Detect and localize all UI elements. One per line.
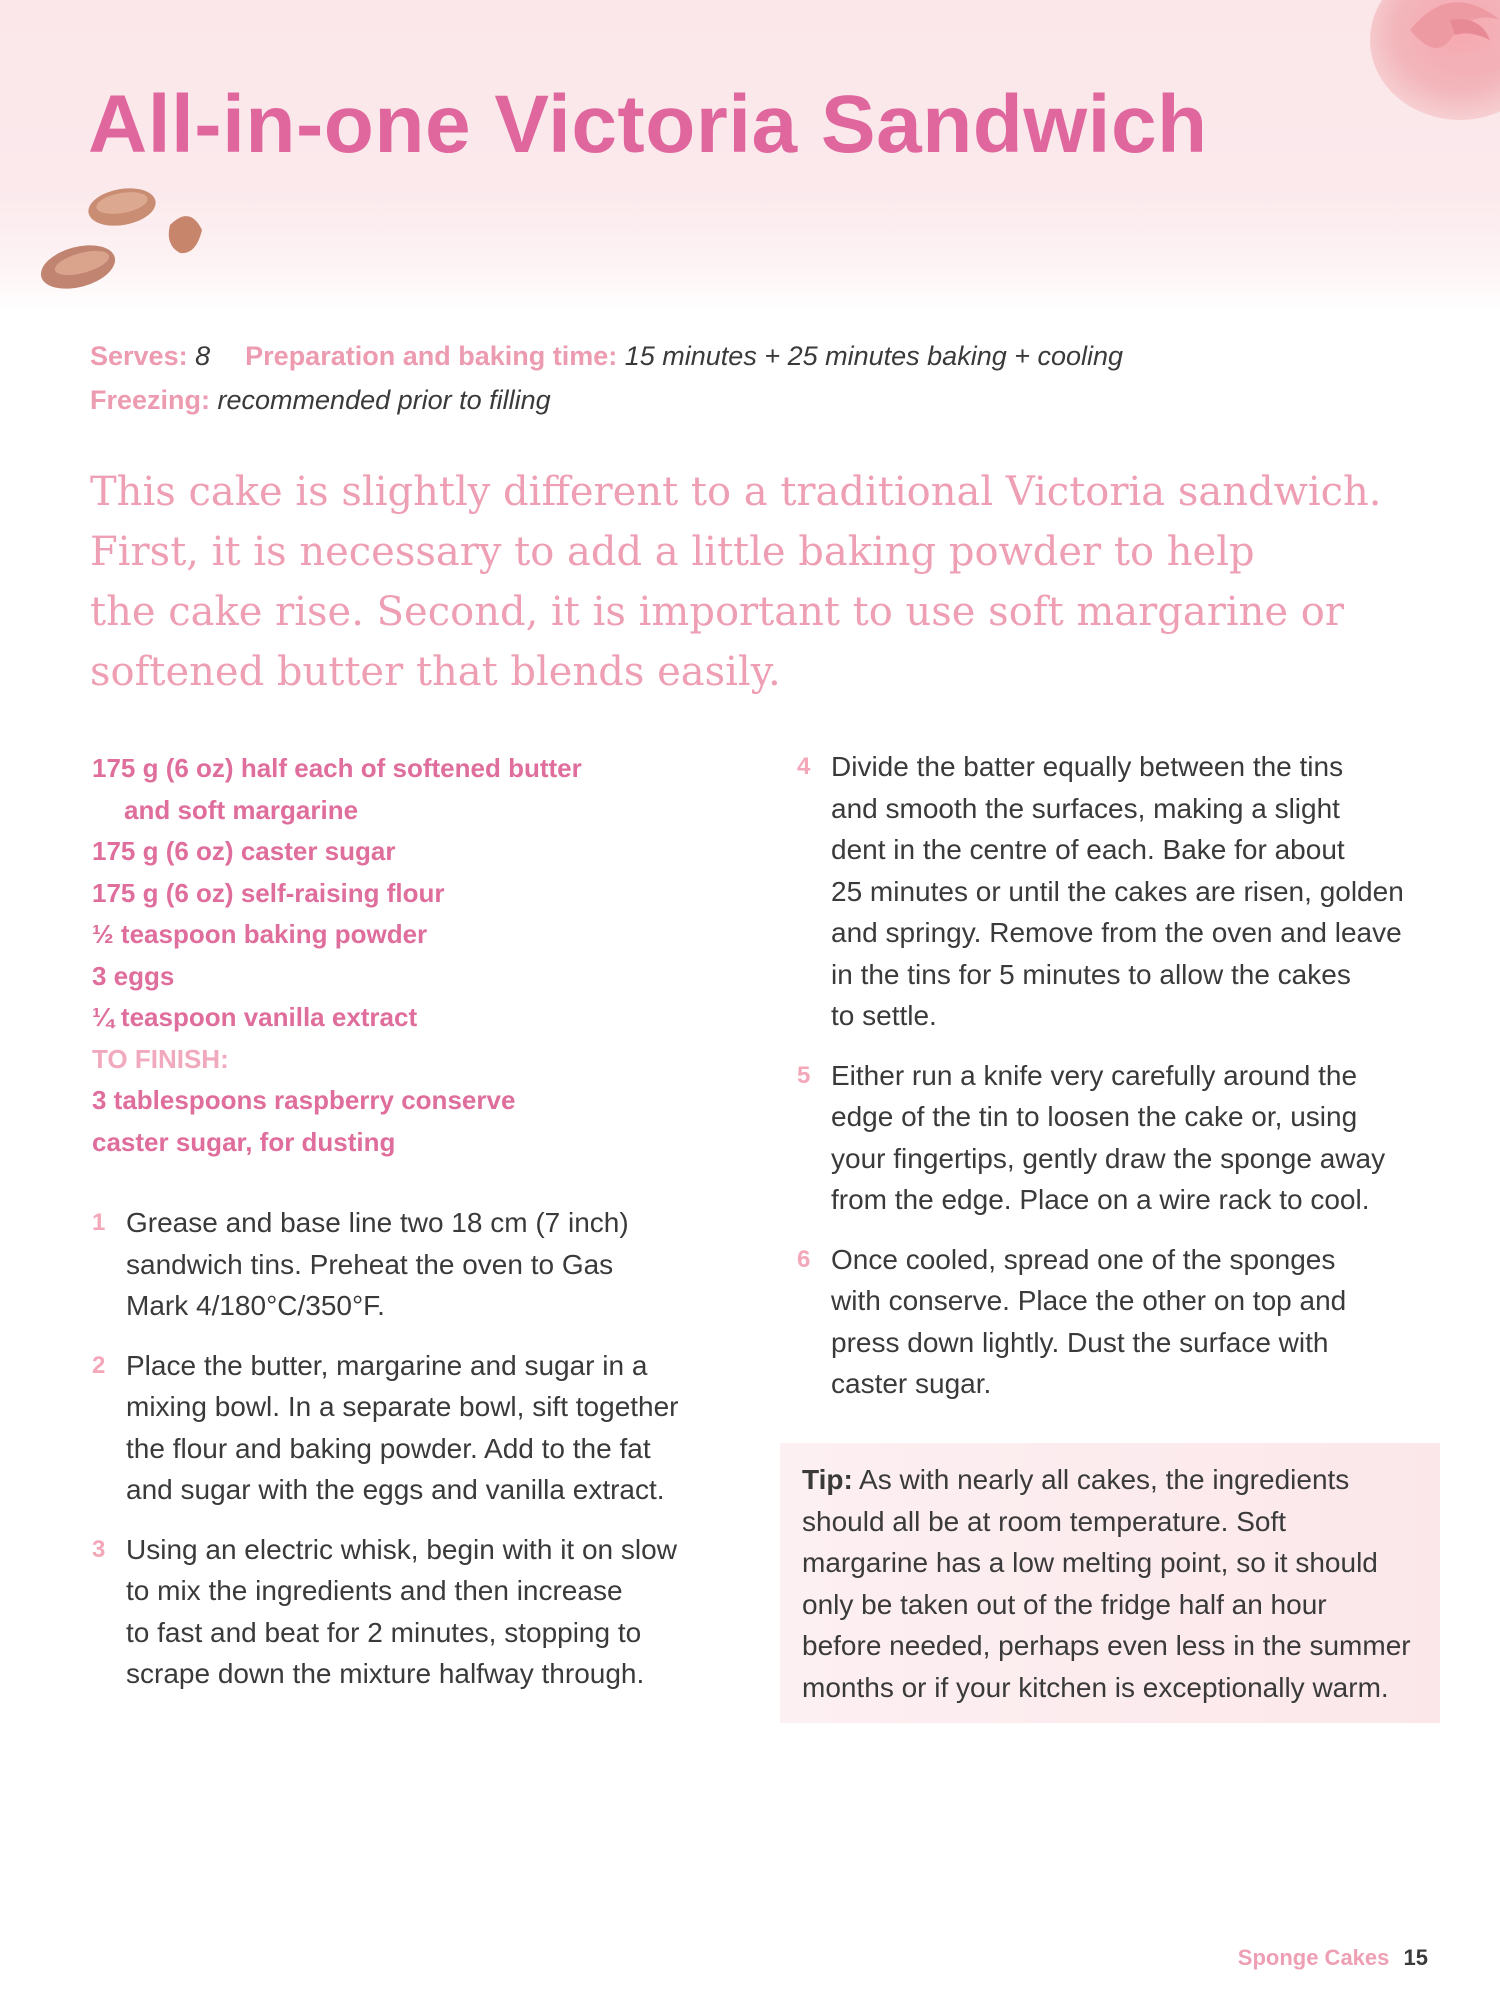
tip-label: Tip: bbox=[802, 1464, 853, 1495]
section-name: Sponge Cakes bbox=[1237, 1945, 1390, 1970]
step-number: 4 bbox=[797, 753, 811, 780]
step-line: and sugar with the eggs and vanilla extract. bbox=[126, 1474, 665, 1505]
page-footer bbox=[1238, 1945, 1428, 1971]
tip-box bbox=[780, 1443, 1440, 1723]
step-line: Divide the batter equally between the tins bbox=[831, 751, 1344, 782]
step-line: the flour and baking powder. Add to the fat bbox=[126, 1432, 651, 1464]
ingredient-item: 175 g (6 oz) self-raising flour bbox=[92, 877, 445, 908]
method-step bbox=[92, 1345, 722, 1511]
intro-paragraph bbox=[90, 462, 1430, 702]
almond-image bbox=[30, 185, 240, 315]
recipe-meta bbox=[90, 334, 1123, 422]
method-step bbox=[797, 1239, 1437, 1405]
step-number: 6 bbox=[797, 1245, 811, 1273]
tip-line: As with nearly all cakes, the ingredients bbox=[859, 1464, 1350, 1495]
step-line: Using an electric whisk, begin with it on slow bbox=[126, 1533, 677, 1565]
method-step bbox=[797, 746, 1437, 1037]
step-line: edge of the tin to loosen the cake or, using bbox=[831, 1101, 1358, 1132]
tip-line: before needed, perhaps even less in the summer bbox=[802, 1630, 1411, 1661]
method-step bbox=[92, 1202, 722, 1327]
intro-line: softened butter that blends easily. bbox=[90, 649, 781, 695]
tip-line: margarine has a low melting point, so it should bbox=[802, 1547, 1378, 1578]
step-line: and springy. Remove from the oven and leave bbox=[831, 917, 1402, 948]
step-number: 2 bbox=[92, 1351, 106, 1379]
meta-line-1 bbox=[90, 334, 1123, 378]
intro-line: the cake rise. Second, it is important to use soft margarine or bbox=[90, 589, 1344, 635]
freezing-label: Freezing: bbox=[90, 385, 211, 415]
step-line: from the edge. Place on a wire rack to cool. bbox=[831, 1184, 1370, 1215]
ingredient-item: 175 g (6 oz) half each of softened butter bbox=[92, 753, 582, 783]
step-number: 5 bbox=[797, 1061, 811, 1089]
ingredient-item: and soft margarine bbox=[124, 794, 359, 825]
method-step bbox=[797, 1055, 1437, 1221]
step-line: to mix the ingredients and then increase bbox=[126, 1575, 623, 1606]
step-line: Once cooled, spread one of the sponges bbox=[831, 1243, 1336, 1275]
ingredient-item: ¼ teaspoon vanilla extract bbox=[92, 1002, 418, 1032]
step-line: caster sugar. bbox=[831, 1368, 992, 1399]
rose-image bbox=[1340, 0, 1500, 130]
step-line: mixing bowl. In a separate bowl, sift together bbox=[126, 1391, 679, 1422]
method-step bbox=[92, 1529, 722, 1695]
step-line: Place the butter, margarine and sugar in a bbox=[126, 1349, 648, 1381]
step-line: to settle. bbox=[831, 1000, 937, 1031]
intro-line: This cake is slightly different to a traditional Victoria sandwich. bbox=[90, 469, 1382, 515]
ingredient-item: 3 eggs bbox=[92, 960, 175, 991]
step-line: Mark 4/180°C/350°F. bbox=[126, 1290, 385, 1321]
page-number: 15 bbox=[1403, 1945, 1428, 1970]
step-number: 3 bbox=[92, 1535, 106, 1563]
step-line: Either run a knife very carefully around the bbox=[831, 1059, 1358, 1091]
tip-line: only be taken out of the fridge half an hour bbox=[802, 1588, 1327, 1620]
step-line: sandwich tins. Preheat the oven to Gas bbox=[126, 1248, 614, 1280]
page-title: All-in-one Victoria Sandwich bbox=[88, 79, 1208, 170]
step-line: press down lightly. Dust the surface with bbox=[831, 1326, 1329, 1358]
ingredient-list bbox=[92, 748, 712, 1163]
step-line: scrape down the mixture halfway through. bbox=[126, 1658, 645, 1689]
tip-line: months or if your kitchen is exceptionally warm. bbox=[802, 1671, 1389, 1703]
method-steps-right bbox=[797, 746, 1437, 1423]
ingredient-item: ½ teaspoon baking powder bbox=[92, 919, 428, 949]
step-line: and smooth the surfaces, making a slight bbox=[831, 792, 1340, 824]
serves-label: Serves: bbox=[90, 341, 188, 371]
serves-value: 8 bbox=[195, 341, 211, 371]
freezing-value: recommended prior to filling bbox=[217, 385, 551, 415]
step-line: in the tins for 5 minutes to allow the cakes bbox=[831, 958, 1351, 990]
ingredient-item: 3 tablespoons raspberry conserve bbox=[92, 1085, 516, 1115]
prep-time-value: 15 minutes + 25 minutes baking + cooling bbox=[624, 341, 1124, 371]
ingredient-item: caster sugar, for dusting bbox=[92, 1126, 396, 1157]
step-line: Grease and base line two 18 cm (7 inch) bbox=[126, 1207, 629, 1238]
step-line: your fingertips, gently draw the sponge away bbox=[831, 1142, 1386, 1174]
tip-line: should all be at room temperature. Soft bbox=[802, 1505, 1287, 1537]
meta-line-2 bbox=[90, 378, 1123, 422]
method-steps-left bbox=[92, 1202, 722, 1713]
step-line: to fast and beat for 2 minutes, stopping to bbox=[126, 1616, 642, 1648]
step-line: 25 minutes or until the cakes are risen, golden bbox=[831, 875, 1404, 907]
prep-time-label: Preparation and baking time: bbox=[245, 341, 618, 371]
step-number: 1 bbox=[92, 1209, 106, 1236]
ingredient-item: 175 g (6 oz) caster sugar bbox=[92, 836, 396, 866]
step-line: with conserve. Place the other on top and bbox=[831, 1285, 1347, 1316]
to-finish-heading: TO FINISH: bbox=[92, 1043, 229, 1074]
intro-line: First, it is necessary to add a little baking powder to help bbox=[90, 529, 1255, 575]
step-line: dent in the centre of each. Bake for about bbox=[831, 834, 1345, 865]
